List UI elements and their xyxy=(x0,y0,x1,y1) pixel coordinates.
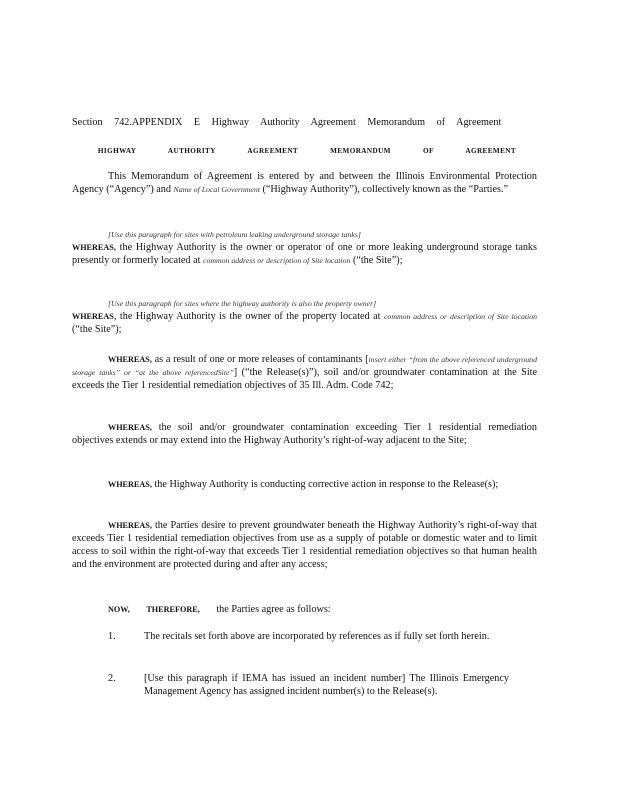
whereas-6-text: the Parties desire to prevent groundwater beneath the Highway Authority’s right-of-way that exceeds Tier 1 residential remediation objectives from use as a supply of potable or domestic water and to limit access to soil within the right-of-way that exceeds Tier 1 residential remediation objectives so that human health and the environment are protected during and after any access; xyxy=(72,520,537,570)
whereas-1-text-1: the Highway Authority is the owner or operator of one or more leaking underground storage tanks presently or formerly located at xyxy=(72,242,537,266)
whereas-2-paragraph xyxy=(72,297,537,336)
whereas-1-paragraph xyxy=(72,228,537,267)
therefore-keyword: THEREFORE, xyxy=(146,605,200,614)
intro-placeholder: Name of Local Government xyxy=(173,185,260,194)
whereas-5-paragraph xyxy=(72,478,537,491)
list-item-text: [Use this paragraph if IEMA has issued an incident number] The Illinois Emergency Management Agency has assigned incident number(s) to the Release(s). xyxy=(144,673,509,697)
whereas-3-paragraph xyxy=(72,353,537,392)
whereas-2-keyword: WHEREAS xyxy=(72,312,114,321)
whereas-2-text-2: (“the Site”); xyxy=(72,324,122,335)
whereas-2-note: [Use this paragraph for sites where the highway authority is also the property owner] xyxy=(108,299,377,308)
whereas-4-keyword: WHEREAS, xyxy=(108,423,152,432)
whereas-1-keyword: WHEREAS, xyxy=(72,243,116,252)
list-item-number: 2. xyxy=(108,673,116,684)
whereas-6-keyword: WHEREAS, xyxy=(108,521,152,530)
whereas-2-placeholder: common address or description of Site location xyxy=(383,312,537,321)
whereas-1-note: [Use this paragraph for sites with petroleum leaking underground storage tanks] xyxy=(108,230,361,239)
whereas-3-text-1: as a result of one or more releases of contaminants [ xyxy=(151,354,369,365)
intro-text-2: (“Highway Authority”), collectively known as the “Parties.” xyxy=(259,184,509,195)
whereas-3-keyword: WHEREAS, xyxy=(108,355,152,364)
now-therefore-text: the Parties agree as follows: xyxy=(216,604,331,615)
whereas-6-paragraph xyxy=(72,519,537,571)
now-therefore-line xyxy=(108,603,538,616)
document-heading: HIGHWAY AUTHORITY AGREEMENT MEMORANDUM OF AGREEMENT xyxy=(97,147,517,155)
list-item-text: The recitals set forth above are incorporated by references as if fully set forth herein. xyxy=(144,631,490,642)
list-item-number: 1. xyxy=(108,631,116,642)
whereas-1-placeholder: common address or description of Site location xyxy=(202,256,351,265)
whereas-4-paragraph xyxy=(72,421,537,447)
whereas-3-text-2: ] (“the Release(s)”), soil and/or groundwater contamination at the Site exceeds the Tier 1 residential remediation objectives of 35 Ill. Adm. Code 742; xyxy=(72,367,537,391)
intro-paragraph xyxy=(72,170,537,196)
whereas-5-text: the Highway Authority is conducting corrective action in response to the Release(s); xyxy=(151,479,499,490)
intro-text-1: This Memorandum of Agreement is entered by and between the Illinois Environmental Protection Agency (“Agency”) and xyxy=(72,171,537,195)
whereas-3-placeholder: insert either “from the above referenced underground storage tanks” or “at the above referencedSite” xyxy=(72,355,537,377)
whereas-2-text-1: , the Highway Authority is the owner of the property located at xyxy=(113,311,384,322)
whereas-4-text: the soil and/or groundwater contamination exceeding Tier 1 residential remediation objectives extends or may extend into the Highway Authority’s right-of-way adjacent to the Site; xyxy=(72,422,537,446)
whereas-5-keyword: WHEREAS, xyxy=(108,480,152,489)
whereas-1-text-2: (“the Site”); xyxy=(350,255,403,266)
section-title: Section 742.APPENDIX E Highway Authority Agreement Memorandum of Agreement xyxy=(72,117,502,128)
now-keyword: NOW, xyxy=(108,605,130,614)
